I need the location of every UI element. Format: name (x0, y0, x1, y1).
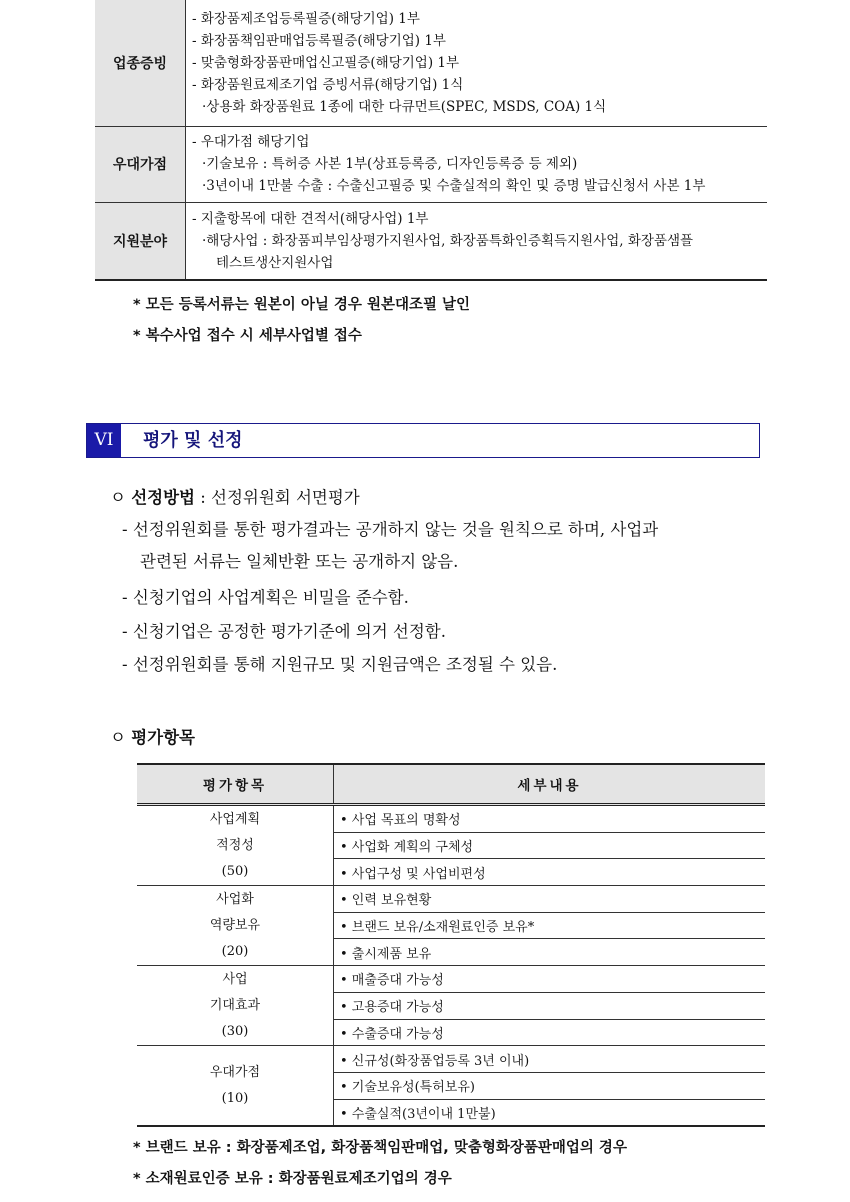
eval-heading-label: 평가항목 (131, 728, 195, 747)
eval-category-line: 사업계획 (209, 811, 261, 827)
method-line: 관련된 서류는 일체반환 또는 공개하지 않음. (140, 552, 459, 571)
docs-row-head: 업종증빙 (95, 0, 186, 126)
method-line: - 선정위원회를 통해 지원규모 및 지원금액은 조정될 수 있음. (122, 655, 558, 674)
section-header (86, 423, 760, 458)
section-number: VI (87, 424, 121, 457)
docs-row-content (186, 126, 768, 202)
docs-row-content (186, 202, 768, 280)
note-material: * 소재원료인증 보유 : 화장품원료제조기업의 경우 (133, 1171, 452, 1187)
method-line: - 신청기업은 공정한 평가기준에 의거 선정함. (122, 622, 446, 641)
eval-item: • 브랜드 보유/소재원료인증 보유* (334, 912, 766, 939)
eval-category-line: 사업화 (216, 891, 254, 907)
evaluation-table (137, 763, 765, 1127)
eval-category-line: 기대효과 (209, 997, 261, 1013)
eval-category (137, 966, 334, 1046)
docs-row-industry (95, 0, 767, 126)
docs-line: ·기술보유 : 특허증 사본 1부(상표등록증, 디자인등록증 등 제외) (202, 156, 578, 172)
method-text: : 선정위원회 서면평가 (194, 488, 360, 507)
method-label: 선정방법 (131, 488, 195, 507)
eval-item: • 사업화 계획의 구체성 (334, 832, 766, 859)
note-brand: * 브랜드 보유 : 화장품제조업, 화장품책임판매업, 맞춤형화장품판매업의 경우 (133, 1140, 627, 1156)
docs-row-support (95, 202, 767, 280)
section-title: 평가 및 선정 (143, 430, 243, 451)
table-row (137, 966, 765, 993)
eval-col-category: 평가항목 (137, 764, 334, 805)
table-row (137, 805, 765, 833)
note-original-copy: * 모든 등록서류는 원본이 아닐 경우 원본대조필 날인 (133, 297, 471, 313)
docs-line: - 우대가점 해당기업 (192, 134, 310, 150)
eval-category-line: 사업 (222, 971, 248, 987)
eval-category-score: (50) (221, 863, 249, 879)
required-documents-table (95, 0, 767, 281)
method-line: - 선정위원회를 통한 평가결과는 공개하지 않는 것을 원칙으로 하며, 사업과 (122, 520, 659, 539)
docs-row-bonus (95, 126, 767, 202)
docs-line: - 지출항목에 대한 견적서(해당사업) 1부 (192, 210, 429, 227)
docs-row-head: 지원분야 (95, 202, 186, 280)
docs-line: ·3년이내 1만불 수출 : 수출신고필증 및 수출실적의 확인 및 증명 발급신청서 사본 1부 (202, 178, 706, 194)
eval-col-detail: 세부내용 (334, 764, 766, 805)
eval-item: • 사업구성 및 사업비편성 (334, 859, 766, 886)
docs-row-content (186, 0, 768, 126)
docs-line: - 화장품책임판매업등록필증(해당기업) 1부 (192, 32, 446, 49)
docs-line: ·해당사업 : 화장품피부임상평가지원사업, 화장품특화인증획득지원사업, 화장품샘플 (202, 232, 694, 249)
eval-item: • 고용증대 가능성 (334, 992, 766, 1019)
table-row (137, 886, 765, 913)
docs-line: - 화장품원료제조기업 증빙서류(해당기업) 1식 (192, 76, 464, 93)
table-row (137, 1046, 765, 1073)
eval-item: • 수출증대 가능성 (334, 1019, 766, 1046)
eval-item: • 수출실적(3년이내 1만불) (334, 1099, 766, 1126)
eval-heading (110, 724, 195, 748)
eval-category-line: 적정성 (216, 837, 254, 853)
eval-category-score: (10) (221, 1090, 249, 1106)
circle-bullet: ㅇ (110, 488, 126, 507)
eval-category (137, 1046, 334, 1127)
eval-category-line: 역량보유 (209, 917, 261, 933)
method-line: - 신청기업의 사업계획은 비밀을 준수함. (122, 588, 409, 607)
eval-category (137, 805, 334, 886)
eval-item: • 매출증대 가능성 (334, 966, 766, 993)
note-multiple-apply: * 복수사업 접수 시 세부사업별 접수 (133, 328, 362, 344)
eval-item: • 사업 목표의 명확성 (334, 805, 766, 833)
eval-category-score: (30) (221, 1023, 249, 1039)
eval-item: • 출시제품 보유 (334, 939, 766, 966)
eval-item: • 신규성(화장품업등록 3년 이내) (334, 1046, 766, 1073)
docs-line: - 화장품제조업등록필증(해당기업) 1부 (192, 10, 420, 27)
eval-item: • 기술보유성(특허보유) (334, 1072, 766, 1099)
eval-category-score: (20) (221, 943, 249, 959)
eval-item: • 인력 보유현황 (334, 886, 766, 913)
docs-line: ·상용화 화장품원료 1종에 대한 다큐먼트(SPEC, MSDS, COA) 1식 (202, 98, 607, 115)
docs-line: - 맞춤형화장품판매업신고필증(해당기업) 1부 (192, 54, 460, 71)
eval-category (137, 886, 334, 966)
eval-header-row (137, 764, 765, 805)
eval-category-line: 우대가점 (209, 1064, 261, 1080)
circle-bullet: ㅇ (110, 728, 126, 747)
method-heading (110, 484, 360, 508)
docs-line: 테스트생산지원사업 (216, 254, 334, 271)
docs-row-head: 우대가점 (95, 126, 186, 202)
